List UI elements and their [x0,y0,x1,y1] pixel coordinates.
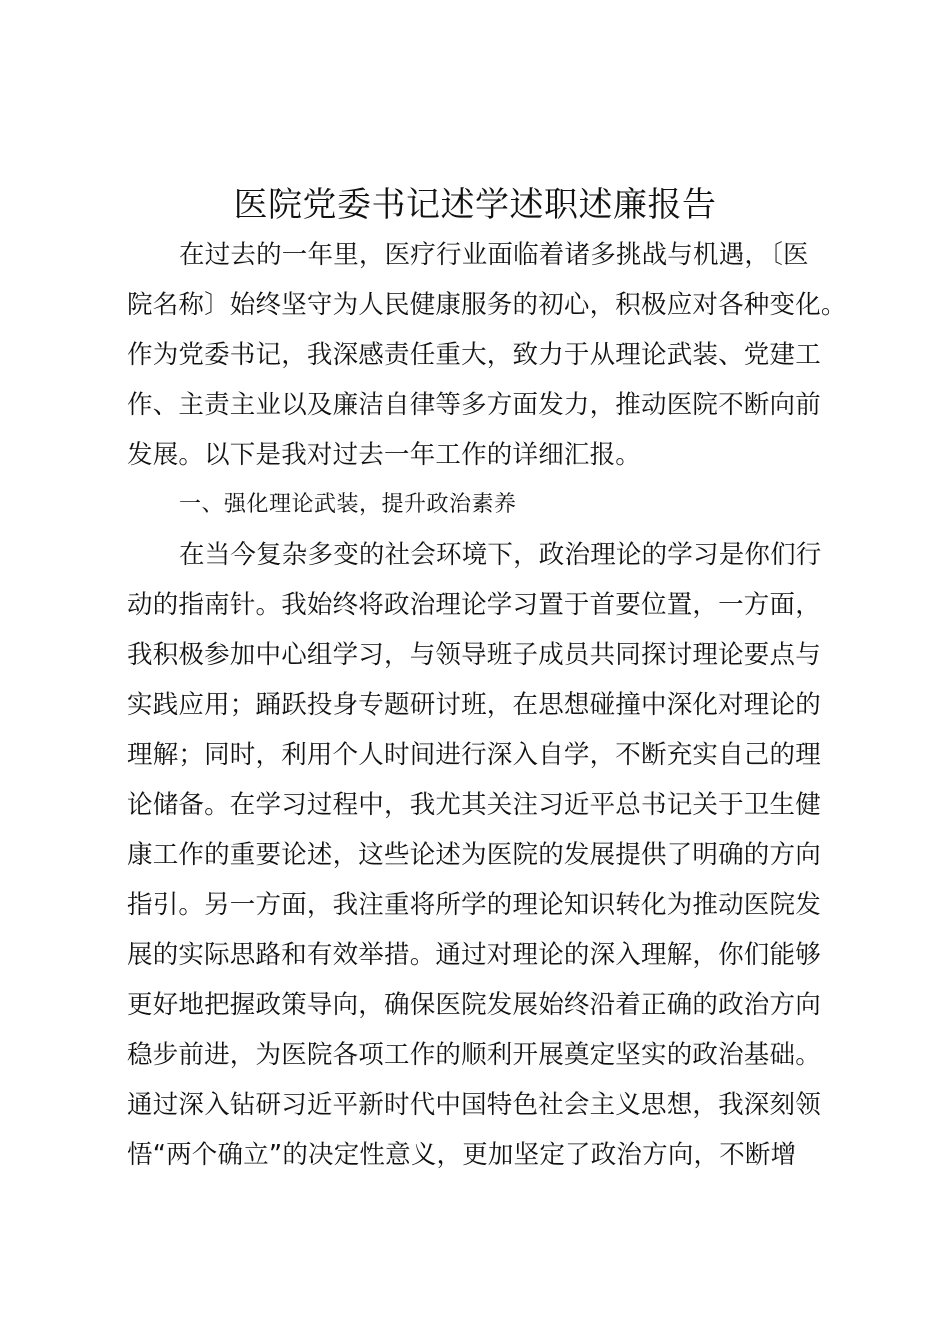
text-line: 通过深入钻研习近平新时代中国特色社会主义思想，我深刻领 [127,1090,821,1120]
text-line: 在过去的一年里，医疗行业面临着诸多挑战与机遇，〔医 [179,240,809,270]
text-line: 作为党委书记，我深感责任重大，致力于从理论武装、党建工 [127,340,821,370]
text-line: 康工作的重要论述，这些论述为医院的发展提供了明确的方向 [127,840,821,870]
text-line: 在当今复杂多变的社会环境下，政治理论的学习是你们行 [179,540,822,570]
text-line: 论储备。在学习过程中，我尤其关注习近平总书记关于卫生健 [127,790,821,820]
text-line: 动的指南针。我始终将政治理论学习置于首要位置，一方面， [127,590,821,620]
text-line: 理解；同时，利用个人时间进行深入自学，不断充实自己的理 [127,740,821,770]
text-line: 展的实际思路和有效举措。通过对理论的深入理解，你们能够 [127,940,821,970]
section-1-heading: 一、强化理论武装，提升政治素养 [179,492,517,517]
text-line: 发展。以下是我对过去一年工作的详细汇报。 [127,440,642,470]
text-line: 作、主责主业以及廉洁自律等多方面发力，推动医院不断向前 [127,390,821,420]
text-line: 稳步前进，为医院各项工作的顺利开展奠定坚实的政治基础。 [127,1040,821,1070]
text-line: 更好地把握政策导向，确保医院发展始终沿着正确的政治方向 [127,990,821,1020]
text-line: 实践应用；踊跃投身专题研讨班，在思想碰撞中深化对理论的 [127,690,821,720]
section-heading [127,480,847,530]
section-1-paragraph [127,530,847,1180]
text-line: 指引。另一方面，我注重将所学的理论知识转化为推动医院发 [127,890,821,920]
intro-paragraph [127,230,847,480]
text-line: 院名称〕始终坚守为人民健康服务的初心，积极应对各种变化。 [127,290,847,320]
document-title: 医院党委书记述学述职述廉报告 [233,185,717,225]
text-line: 我积极参加中心组学习，与领导班子成员共同探讨理论要点与 [127,640,821,670]
text-line: 悟“两个确立”的决定性意义，更加坚定了政治方向，不断增 [127,1140,797,1170]
